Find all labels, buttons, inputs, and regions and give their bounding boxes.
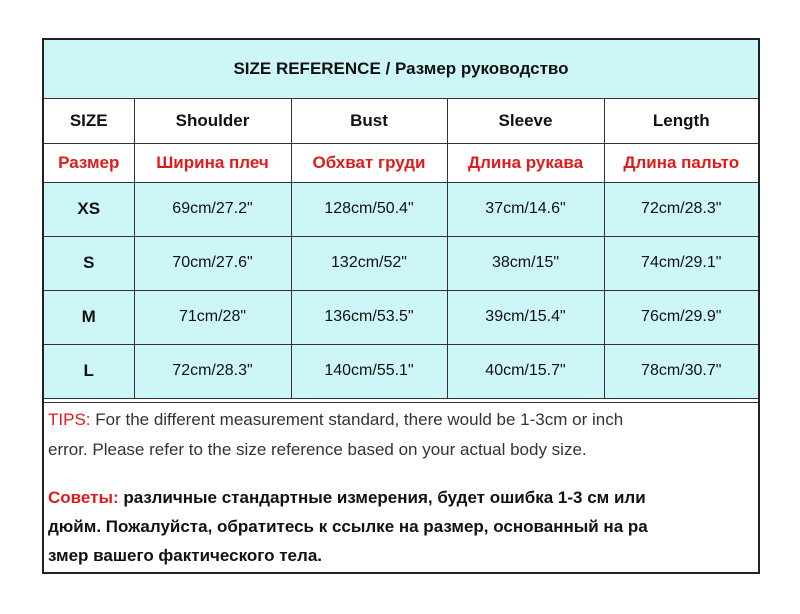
header-size: SIZE	[44, 99, 134, 143]
bust-cell: 128cm/50.4"	[291, 182, 447, 236]
size-cell: XS	[44, 182, 134, 236]
table-row	[44, 182, 758, 236]
size-table	[44, 99, 758, 399]
tips-line-2: error. Please refer to the size reference based on your actual body size.	[48, 440, 587, 459]
shoulder-cell: 70cm/27.6"	[134, 236, 291, 290]
bust-cell: 140cm/55.1"	[291, 344, 447, 398]
sleeve-cell: 37cm/14.6"	[447, 182, 604, 236]
header-row-ru	[44, 143, 758, 182]
length-cell: 74cm/29.1"	[604, 236, 758, 290]
header-length: Length	[604, 99, 758, 143]
header-bust: Bust	[291, 99, 447, 143]
header-shoulder-ru: Ширина плеч	[134, 143, 291, 182]
size-cell: L	[44, 344, 134, 398]
sovety-line-1: различные стандартные измерения, будет ошибка 1-3 см или	[123, 488, 646, 507]
length-cell: 72cm/28.3"	[604, 182, 758, 236]
bust-cell: 132cm/52"	[291, 236, 447, 290]
size-chart	[42, 38, 760, 574]
shoulder-cell: 71cm/28"	[134, 290, 291, 344]
sovety-line-3: змер вашего фактического тела.	[48, 546, 322, 565]
length-cell: 76cm/29.9"	[604, 290, 758, 344]
tips-label: TIPS:	[48, 410, 91, 429]
size-cell: M	[44, 290, 134, 344]
tips-note	[48, 405, 754, 465]
header-size-ru: Размер	[44, 143, 134, 182]
bust-cell: 136cm/53.5"	[291, 290, 447, 344]
header-row-en	[44, 99, 758, 143]
header-sleeve: Sleeve	[447, 99, 604, 143]
shoulder-cell: 69cm/27.2"	[134, 182, 291, 236]
table-row	[44, 290, 758, 344]
chart-title: SIZE REFERENCE / Размер руководство	[44, 40, 758, 99]
header-shoulder: Shoulder	[134, 99, 291, 143]
length-cell: 78cm/30.7"	[604, 344, 758, 398]
table-row	[44, 236, 758, 290]
sleeve-cell: 40cm/15.7"	[447, 344, 604, 398]
table-row	[44, 344, 758, 398]
header-bust-ru: Обхват груди	[291, 143, 447, 182]
sleeve-cell: 38cm/15"	[447, 236, 604, 290]
sovety-note	[48, 483, 754, 570]
header-sleeve-ru: Длина рукава	[447, 143, 604, 182]
sovety-line-2: дюйм. Пожалуйста, обратитесь к ссылке на размер, основанный на ра	[48, 517, 648, 536]
tips-line-1: For the different measurement standard, there would be 1-3cm or inch	[95, 410, 624, 429]
notes-section	[44, 402, 758, 572]
shoulder-cell: 72cm/28.3"	[134, 344, 291, 398]
size-cell: S	[44, 236, 134, 290]
sleeve-cell: 39cm/15.4"	[447, 290, 604, 344]
header-length-ru: Длина пальто	[604, 143, 758, 182]
sovety-label: Советы:	[48, 488, 119, 507]
